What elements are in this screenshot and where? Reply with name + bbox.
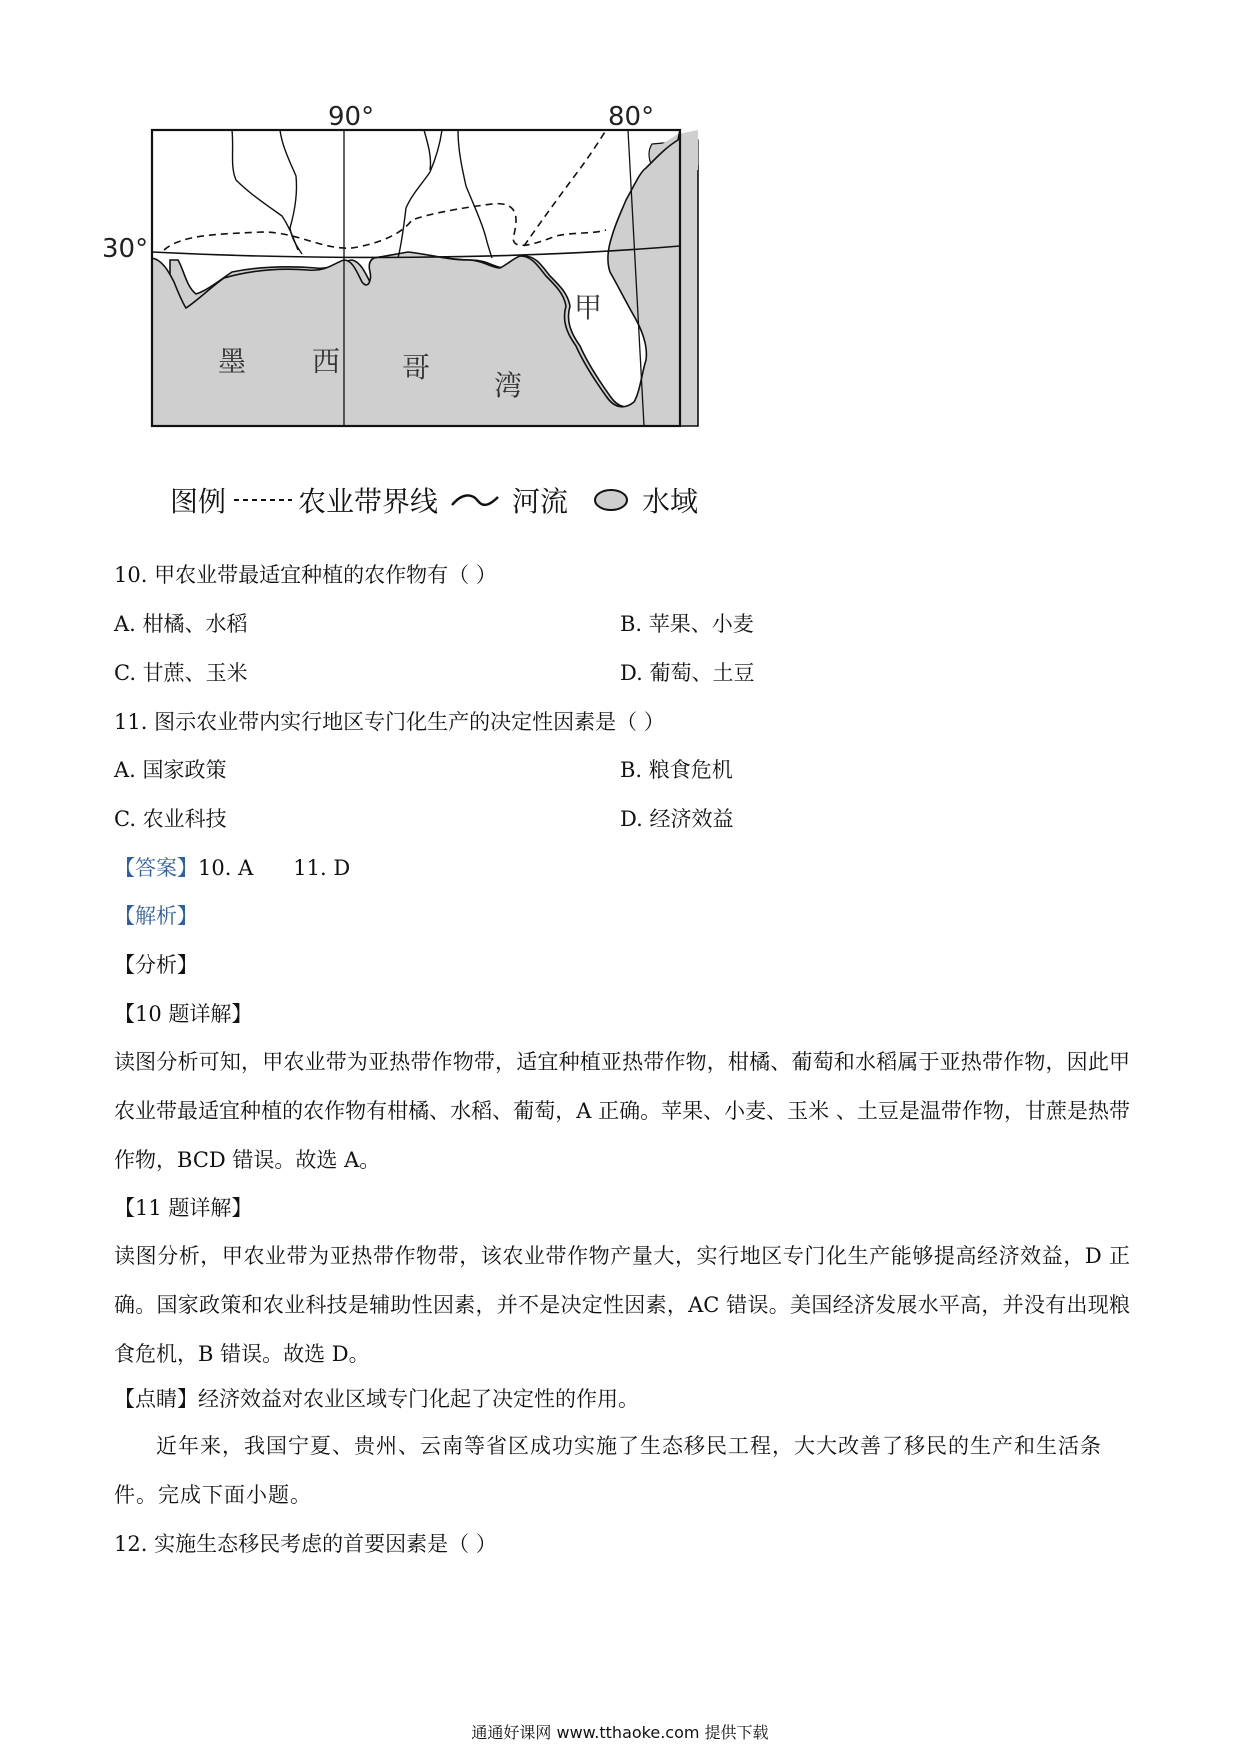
legend-water-symbol [592,488,630,512]
answer-line [114,853,350,883]
q10-stem: 10. 甲农业带最适宜种植的农作物有（ ） [114,563,497,587]
detail10-text: 读图分析可知，甲农业带为亚热带作物带，适宜种植亚热带作物，柑橘、葡萄和水稻属于亚热带作物，因此甲农业带最适宜种植的农作物有柑橘、水稻、葡萄，A 正确。苹果、小麦、玉米 、土豆是温带作物，甘蔗是热带作物，BCD 错误。故选 A。 [114,1050,1130,1172]
detail10-tag: 【10 题详解】 [114,1002,253,1026]
sea-char-4: 湾 [494,369,523,402]
q11-option-d: D. 经济效益 [620,807,734,831]
q12-stem: 12. 实施生态移民考虑的首要因素是（ ） [114,1532,497,1556]
dianjing-tag: 【点睛】 [114,1387,198,1411]
map-drawing [112,110,772,530]
sea-char-2: 西 [312,345,341,378]
dianjing-text: 经济效益对农业区域专门化起了决定性的作用。 [198,1387,639,1411]
label-lon-80: 80° [608,102,655,132]
legend-boundary-symbol [232,495,294,505]
answer-tag: 【答案】 [114,856,198,880]
label-lon-90: 90° [328,102,375,132]
legend-boundary-label: 农业带界线 [298,485,439,518]
map-figure [102,102,772,530]
q10-option-b: B. 苹果、小麦 [620,612,754,636]
sea-char-1: 墨 [218,345,247,378]
legend-water-label: 水域 [642,485,699,518]
q11-option-b: B. 粮食危机 [620,758,733,782]
label-lat-30: 30° [102,234,149,264]
page-footer: 通通好课网 www.tthaoke.com 提供下载 [471,1723,769,1742]
answer-text: 10. A 11. D [198,856,351,880]
sea-char-3: 哥 [402,351,431,384]
map-legend [170,480,698,520]
detail11-tag: 【11 题详解】 [114,1196,253,1220]
dianjing-line [114,1384,639,1414]
q10-option-d: D. 葡萄、土豆 [620,661,755,685]
q10-option-a: A. 柑橘、水稻 [114,612,248,636]
q11-option-c: C. 农业科技 [114,807,227,831]
legend-river-symbol [448,489,502,511]
analysis-tag: 【解析】 [114,904,198,928]
legend-title: 图例 [170,485,227,518]
fenxi-tag: 【分析】 [114,953,198,977]
q11-stem: 11. 图示农业带内实行地区专门化生产的决定性因素是（ ） [114,710,665,734]
label-region-jia: 甲 [574,291,603,324]
intro-paragraph: 近年来，我国宁夏、贵州、云南等省区成功实施了生态移民工程，大大改善了移民的生产和生活条件。完成下面小题。 [114,1434,1102,1507]
q11-option-a: A. 国家政策 [114,758,227,782]
detail11-text: 读图分析，甲农业带为亚热带作物带，该农业带作物产量大，实行地区专门化生产能够提高经济效益，D 正确。国家政策和农业科技是辅助性因素，并不是决定性因素，AC 错误。美国经济发展水平高，并没有出现粮食危机，B 错误。故选 D。 [114,1244,1130,1366]
legend-river-label: 河流 [512,485,569,518]
q10-option-c: C. 甘蔗、玉米 [114,661,248,685]
